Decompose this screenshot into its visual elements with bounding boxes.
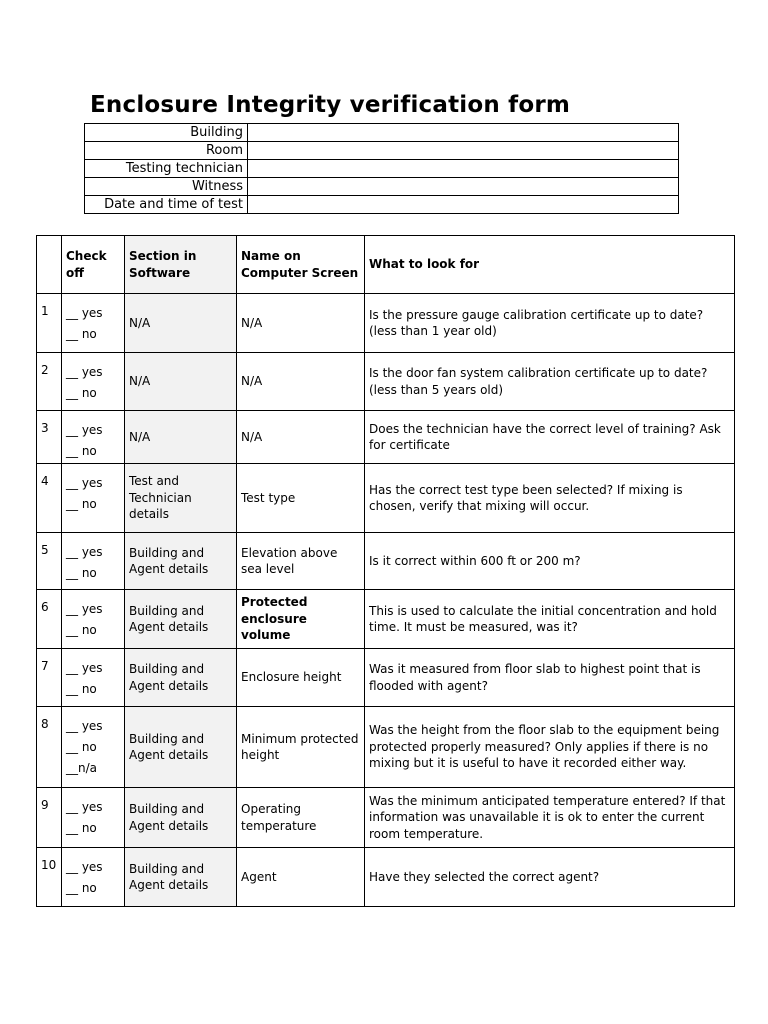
screen-name-cell: Test type [237,464,365,533]
check-cell [62,707,125,788]
what-to-look-for-cell: This is used to calculate the initial concentration and hold time. It must be measured, was it? [365,590,735,649]
check-yes-option[interactable]: __ yes [66,661,103,675]
row-number: 4 [37,464,62,533]
what-to-look-for-cell: Is the door fan system calibration certificate up to date? (less than 5 years old) [365,353,735,411]
what-to-look-for-cell: Does the technician have the correct level of training? Ask for certificate [365,411,735,464]
info-value-field[interactable] [248,142,679,160]
header-row [37,236,735,294]
row-number: 5 [37,533,62,590]
info-label: Testing technician [85,160,248,178]
table-row [37,353,735,411]
check-yes-option[interactable]: __ yes [66,306,103,320]
row-number: 8 [37,707,62,788]
info-row-room [85,142,679,160]
info-value-field[interactable] [248,124,679,142]
row-number: 3 [37,411,62,464]
check-no-option[interactable]: __ no [66,623,97,637]
table-row [37,848,735,907]
check-yes-option[interactable]: __ yes [66,365,103,379]
info-label: Witness [85,178,248,196]
header-section: Section in Software [125,236,237,294]
screen-name-cell: Elevation above sea level [237,533,365,590]
table-row [37,649,735,707]
section-cell: Building and Agent details [125,788,237,848]
screen-name-cell: Minimum protected height [237,707,365,788]
info-value-field[interactable] [248,160,679,178]
table-row [37,788,735,848]
header-what-to-look-for: What to look for [365,236,735,294]
screen-name-cell: Operating temperature [237,788,365,848]
check-no-option[interactable]: __ no [66,821,97,835]
info-row-building [85,124,679,142]
check-yes-option[interactable]: __ yes [66,860,103,874]
row-number: 2 [37,353,62,411]
section-cell: Building and Agent details [125,848,237,907]
row-number: 1 [37,294,62,353]
check-yes-option[interactable]: __ yes [66,545,103,559]
row-number: 6 [37,590,62,649]
check-yes-option[interactable]: __ yes [66,602,103,616]
check-cell [62,590,125,649]
info-label: Date and time of test [85,196,248,214]
section-cell: Building and Agent details [125,590,237,649]
check-na-option[interactable]: __n/a [66,761,98,775]
check-cell [62,411,125,464]
section-cell: Test and Technician details [125,464,237,533]
check-cell [62,649,125,707]
table-row [37,590,735,649]
check-no-option[interactable]: __ no [66,566,97,580]
what-to-look-for-cell: Was it measured from floor slab to highest point that is flooded with agent? [365,649,735,707]
what-to-look-for-cell: Is it correct within 600 ft or 200 m? [365,533,735,590]
check-cell [62,533,125,590]
section-cell: N/A [125,411,237,464]
section-cell: N/A [125,294,237,353]
section-cell: N/A [125,353,237,411]
check-no-option[interactable]: __ no [66,497,97,511]
check-yes-option[interactable]: __ yes [66,719,103,733]
check-cell [62,464,125,533]
header-num [37,236,62,294]
what-to-look-for-cell: Have they selected the correct agent? [365,848,735,907]
table-row [37,707,735,788]
row-number: 9 [37,788,62,848]
check-cell [62,788,125,848]
section-cell: Building and Agent details [125,707,237,788]
info-label: Room [85,142,248,160]
screen-name-cell: Enclosure height [237,649,365,707]
table-row [37,411,735,464]
info-value-field[interactable] [248,178,679,196]
check-yes-option[interactable]: __ yes [66,800,103,814]
section-cell: Building and Agent details [125,533,237,590]
check-cell [62,848,125,907]
table-row [37,294,735,353]
info-table [84,123,679,214]
check-yes-option[interactable]: __ yes [66,423,103,437]
check-cell [62,294,125,353]
row-number: 7 [37,649,62,707]
table-row [37,464,735,533]
table-row [37,533,735,590]
section-cell: Building and Agent details [125,649,237,707]
check-no-option[interactable]: __ no [66,327,97,341]
screen-name-cell: Protected enclosure volume [237,590,365,649]
screen-name-cell: N/A [237,411,365,464]
what-to-look-for-cell: Was the height from the floor slab to the equipment being protected properly measured? Only applies if there is no mixing but it is useful to have it recorded either way. [365,707,735,788]
info-row-witness [85,178,679,196]
check-no-option[interactable]: __ no [66,386,97,400]
header-check-off: Check off [62,236,125,294]
screen-name-cell: N/A [237,353,365,411]
what-to-look-for-cell: Was the minimum anticipated temperature entered? If that information was unavailable it is ok to enter the current room temperature. [365,788,735,848]
info-label: Building [85,124,248,142]
check-yes-option[interactable]: __ yes [66,476,103,490]
check-cell [62,353,125,411]
check-no-option[interactable]: __ no [66,740,97,754]
check-no-option[interactable]: __ no [66,444,97,458]
row-number: 10 [37,848,62,907]
info-row-date-time [85,196,679,214]
check-no-option[interactable]: __ no [66,881,97,895]
info-value-field[interactable] [248,196,679,214]
form-title: Enclosure Integrity verification form [90,92,571,118]
what-to-look-for-cell: Has the correct test type been selected? If mixing is chosen, verify that mixing will occur. [365,464,735,533]
screen-name-cell: Agent [237,848,365,907]
header-name-on-screen: Name on Computer Screen [237,236,365,294]
info-row-technician [85,160,679,178]
checklist-table [36,235,735,907]
screen-name-cell: N/A [237,294,365,353]
check-no-option[interactable]: __ no [66,682,97,696]
what-to-look-for-cell: Is the pressure gauge calibration certificate up to date? (less than 1 year old) [365,294,735,353]
